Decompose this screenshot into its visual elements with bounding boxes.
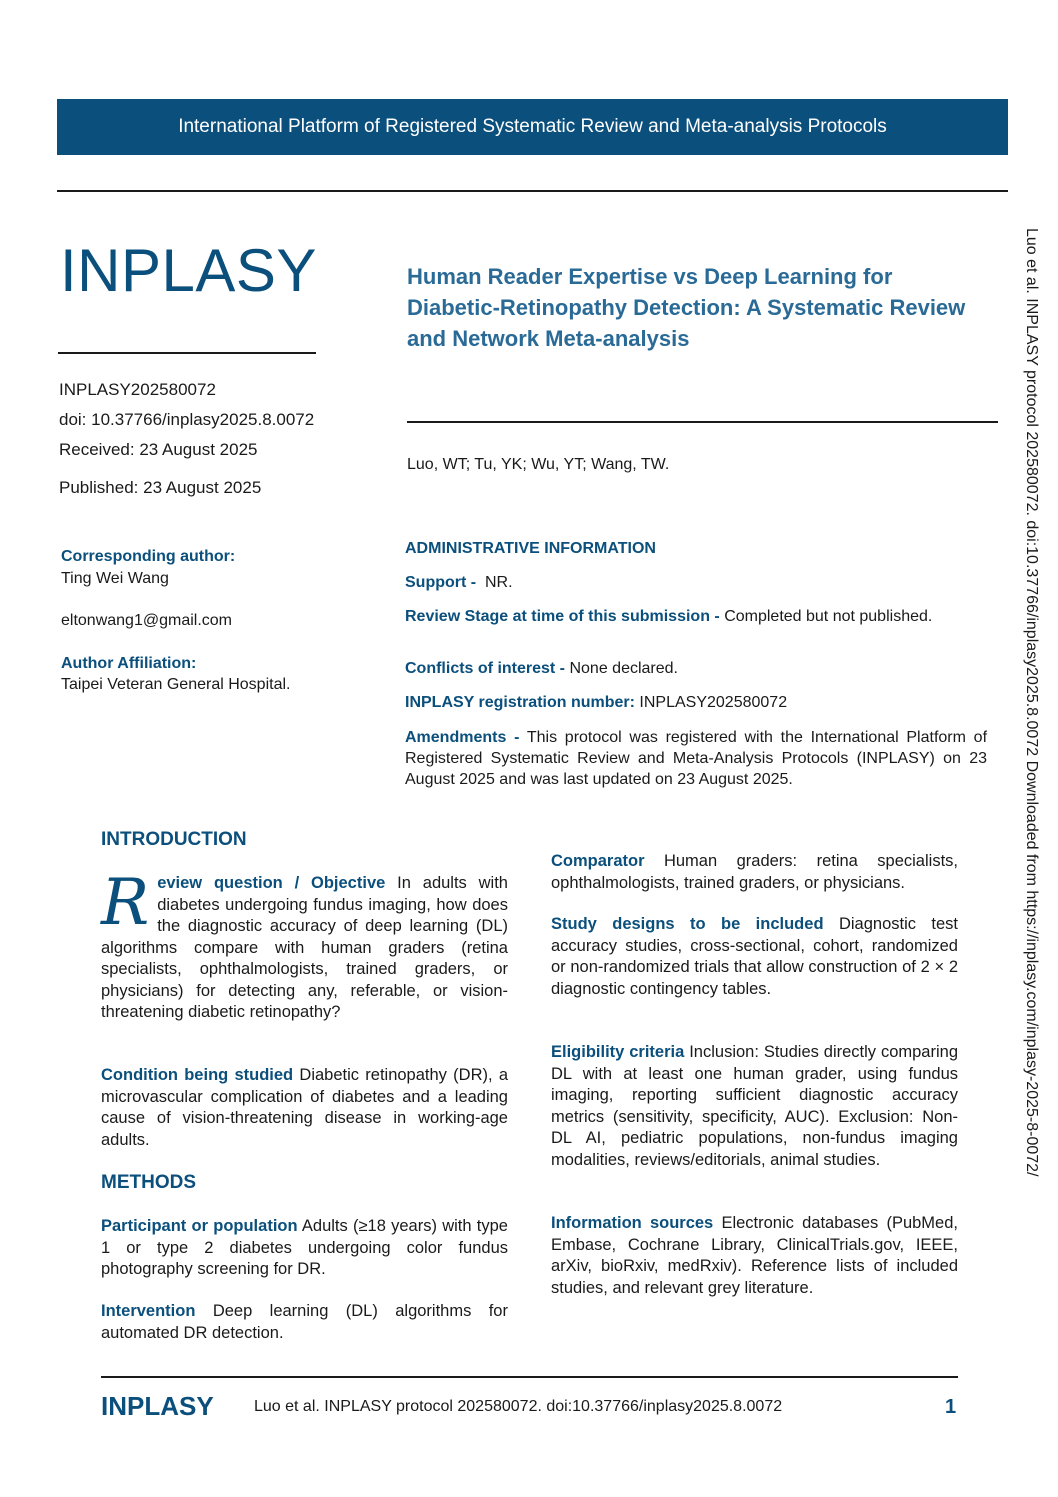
admin-registration (405, 692, 987, 713)
paper-title: Human Reader Expertise vs Deep Learning for Diabetic-Retinopathy Detection: A Systematic Review and Network Meta-analysis (407, 264, 966, 351)
support-label: Support - (405, 574, 477, 591)
admin-support (405, 572, 987, 593)
logo-rule (58, 352, 316, 354)
comparator-text: Human graders: retina specialists, ophthalmologists, trained graders, or physicians. (551, 852, 958, 892)
page-number: 1 (945, 1396, 957, 1418)
banner-text: International Platform of Registered Systematic Review and Meta-analysis Protocols (178, 116, 887, 137)
eligibility-paragraph (551, 1042, 958, 1171)
footer-logo: INPLASY (101, 1391, 214, 1421)
registration-label: INPLASY registration number: (405, 694, 635, 711)
registration-id: INPLASY202580072 (59, 380, 216, 399)
dropcap: R (101, 866, 150, 940)
registration-text: INPLASY202580072 (639, 694, 788, 711)
received-date: Received: 23 August 2025 (59, 440, 258, 459)
amendments-text: This protocol was registered with the International Platform of Registered Systematic Review and Meta-Analysis Protocols (INPLASY) on 23 August 2025 and was last updated on 23 August 2025. (405, 729, 988, 788)
amendments-label: Amendments - (405, 729, 520, 746)
inplasy-logo: INPLASY (60, 237, 317, 304)
admin-heading (405, 538, 987, 559)
condition-text: Diabetic retinopathy (DR), a microvascular complication of diabetes and a leading cause of vision-threatening disease in working-age adults. (101, 1066, 509, 1149)
comparator-label: Comparator (551, 852, 645, 870)
methods-heading: METHODS (101, 1172, 196, 1193)
population-label: Participant or population (101, 1217, 298, 1235)
footer-citation: Luo et al. INPLASY protocol 202580072. doi:10.37766/inplasy2025.8.0072 (254, 1398, 783, 1415)
condition-paragraph (101, 1065, 508, 1151)
admin-conflicts (405, 658, 987, 679)
corresponding-author-name: Ting Wei Wang (61, 570, 169, 587)
stage-label: Review Stage at time of this submission - (405, 608, 720, 625)
author-list: Luo, WT; Tu, YK; Wu, YT; Wang, TW. (407, 456, 670, 473)
population-paragraph (101, 1216, 508, 1281)
admin-stage (405, 606, 987, 627)
header-banner (57, 99, 1008, 155)
doi[interactable]: doi: 10.37766/inplasy2025.8.0072 (59, 410, 315, 429)
population-text: Adults (≥18 years) with type 1 or type 2 diabetes undergoing color fundus photography screening for DR. (101, 1217, 508, 1278)
admin-heading-text: ADMINISTRATIVE INFORMATION (405, 540, 656, 557)
introduction-heading: INTRODUCTION (101, 829, 247, 850)
study-designs-paragraph (551, 914, 958, 1000)
stage-text: Completed but not published. (724, 608, 933, 625)
conflicts-label: Conflicts of interest - (405, 660, 566, 677)
support-text: NR. (484, 574, 513, 591)
review-question-label: eview question / Objective (157, 874, 386, 892)
comparator-paragraph (551, 851, 958, 894)
affiliation-label: Author Affiliation: (61, 655, 197, 672)
published-date: Published: 23 August 2025 (59, 478, 262, 497)
eligibility-label: Eligibility criteria (551, 1043, 685, 1061)
title-rule (407, 421, 998, 423)
affiliation-text: Taipei Veteran General Hospital. (61, 676, 291, 693)
admin-amendments (405, 727, 987, 790)
eligibility-text: Inclusion: Studies directly comparing DL with at least one human grader, using fundus imaging, reporting sufficient diagnostic accuracy metrics (sensitivity, specificity, AUC). Exclusion: Non-DL AI, pediatric populations, non-fundus imaging modalities, reviews/editorials, animal studies. (551, 1043, 958, 1169)
information-sources-text: Electronic databases (PubMed, Embase, Cochrane Library, ClinicalTrials.gov, IEEE, arXiv, bioRxiv, medRxiv). Reference lists of included studies, and relevant grey literature. (551, 1214, 958, 1297)
intervention-label: Intervention (101, 1302, 196, 1320)
intervention-paragraph (101, 1301, 508, 1344)
corresponding-author-label: Corresponding author: (61, 548, 236, 565)
condition-label: Condition being studied (101, 1066, 294, 1084)
header-rule (57, 190, 1008, 192)
side-citation: Luo et al. INPLASY protocol 202580072. doi:10.37766/inplasy2025.8.0072 Downloaded from https://inplasy.com/inplasy-2025-8-0072/ (1023, 228, 1040, 1177)
review-question-paragraph (101, 866, 508, 1024)
study-designs-text: Diagnostic test accuracy studies, cross-sectional, cohort, randomized or non-randomized trials that allow construction of 2 × 2 diagnostic contingency tables. (551, 915, 959, 998)
corresponding-author-email[interactable]: eltonwang1@gmail.com (61, 612, 232, 629)
intervention-text: Deep learning (DL) algorithms for automated DR detection. (101, 1302, 508, 1342)
conflicts-text: None declared. (569, 660, 678, 677)
information-sources-paragraph (551, 1213, 958, 1299)
review-question-text: In adults with diabetes undergoing fundus imaging, how does the diagnostic accuracy of deep learning (DL) algorithms compare with human graders (retina specialists, ophthalmologists, trained graders, or physicians) for detecting any, referable, or vision-threatening diabetic retinopathy? (101, 874, 508, 1021)
information-sources-label: Information sources (551, 1214, 714, 1232)
footer-rule (101, 1376, 958, 1378)
study-designs-label: Study designs to be included (551, 915, 824, 933)
